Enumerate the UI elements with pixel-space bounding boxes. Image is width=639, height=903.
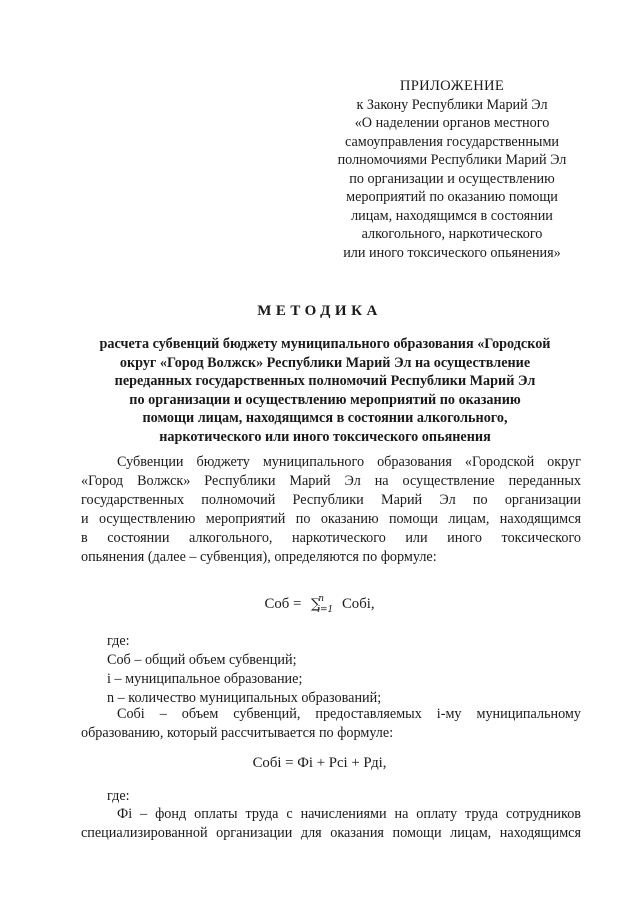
paragraph-line: образованию, который рассчитывается по формуле: — [81, 725, 394, 741]
subtitle-line: расчета субвенций бюджету муниципального образования «Городской — [99, 336, 551, 352]
sum-upper-limit: n — [318, 594, 325, 604]
formula-total-subvention — [0, 596, 639, 613]
subtitle-line: помощи лицам, находящимся в состоянии алкогольного, — [142, 410, 508, 426]
appendix-title: ПРИЛОЖЕНИЕ — [399, 78, 505, 94]
paragraph-line: государственных полномочий Республики Марий Эл по организации — [81, 492, 581, 508]
appendix-header — [322, 77, 582, 262]
appendix-line: самоуправления государственными — [344, 133, 560, 150]
subtitle-line: переданных государственных полномочий Республики Марий Эл — [114, 373, 536, 389]
subtitle-line: округ «Город Волжск» Республики Марий Эл на осуществление — [119, 354, 531, 371]
body-paragraph-subvention — [81, 453, 581, 567]
formula-rhs: Собi, — [341, 596, 375, 612]
document-title: МЕТОДИКА — [257, 303, 382, 319]
where-label: где: — [107, 788, 130, 804]
formula-lhs: Соб = — [264, 596, 302, 612]
paragraph-line: Собi – объем субвенций, предоставляемых i-му муниципальному — [117, 706, 581, 722]
formula-sobi: Собi = Фi + Рсi + Рдi, — [252, 755, 387, 771]
paragraph-line: опьянения (далее – субвенция), определяются по формуле: — [81, 549, 437, 565]
paragraph-line: специализированной организации для оказания помощи лицам, находящимся — [81, 825, 581, 841]
paragraph-line: «Город Волжск» Республики Марий Эл на осуществление переданных — [81, 473, 581, 489]
appendix-line: или иного токсического опьянения» — [343, 244, 561, 261]
appendix-line: по организации и осуществлению — [349, 170, 555, 187]
appendix-line: полномочиями Республики Марий Эл — [337, 152, 567, 168]
subtitle-line: наркотического или иного токсического опьянения — [159, 428, 491, 445]
definition-item: n – количество муниципальных образований; — [107, 690, 382, 706]
paragraph-line: и осуществлению мероприятий по оказанию помощи лицам, находящимся — [81, 511, 581, 527]
appendix-line: «О наделении органов местного — [354, 115, 550, 131]
paragraph-line: в состоянии алкогольного, наркотического или иного токсического — [81, 530, 581, 546]
body-paragraph-fi — [81, 805, 581, 843]
sum-symbol: ∑ — [311, 597, 321, 612]
appendix-line: к Закону Республики Марий Эл — [356, 96, 548, 113]
body-paragraph-sobi — [81, 705, 581, 743]
appendix-line: лицам, находящимся в состоянии — [351, 207, 553, 224]
definition-item: i – муниципальное образование; — [107, 671, 303, 687]
paragraph-line: Субвенции бюджету муниципального образования «Городской округ — [117, 454, 581, 470]
appendix-line: алкогольного, наркотического — [361, 226, 543, 242]
where-label: где: — [107, 633, 130, 649]
subtitle-line: по организации и осуществлению мероприятий по оказанию — [129, 391, 521, 408]
definition-item: Соб – общий объем субвенций; — [107, 652, 297, 668]
sum-lower-limit: i=1 — [317, 605, 334, 615]
appendix-line: мероприятий по оказанию помощи — [346, 189, 558, 205]
document-subtitle — [60, 335, 590, 446]
paragraph-line: Фi – фонд оплаты труда с начислениями на оплату труда сотрудников — [117, 806, 581, 822]
